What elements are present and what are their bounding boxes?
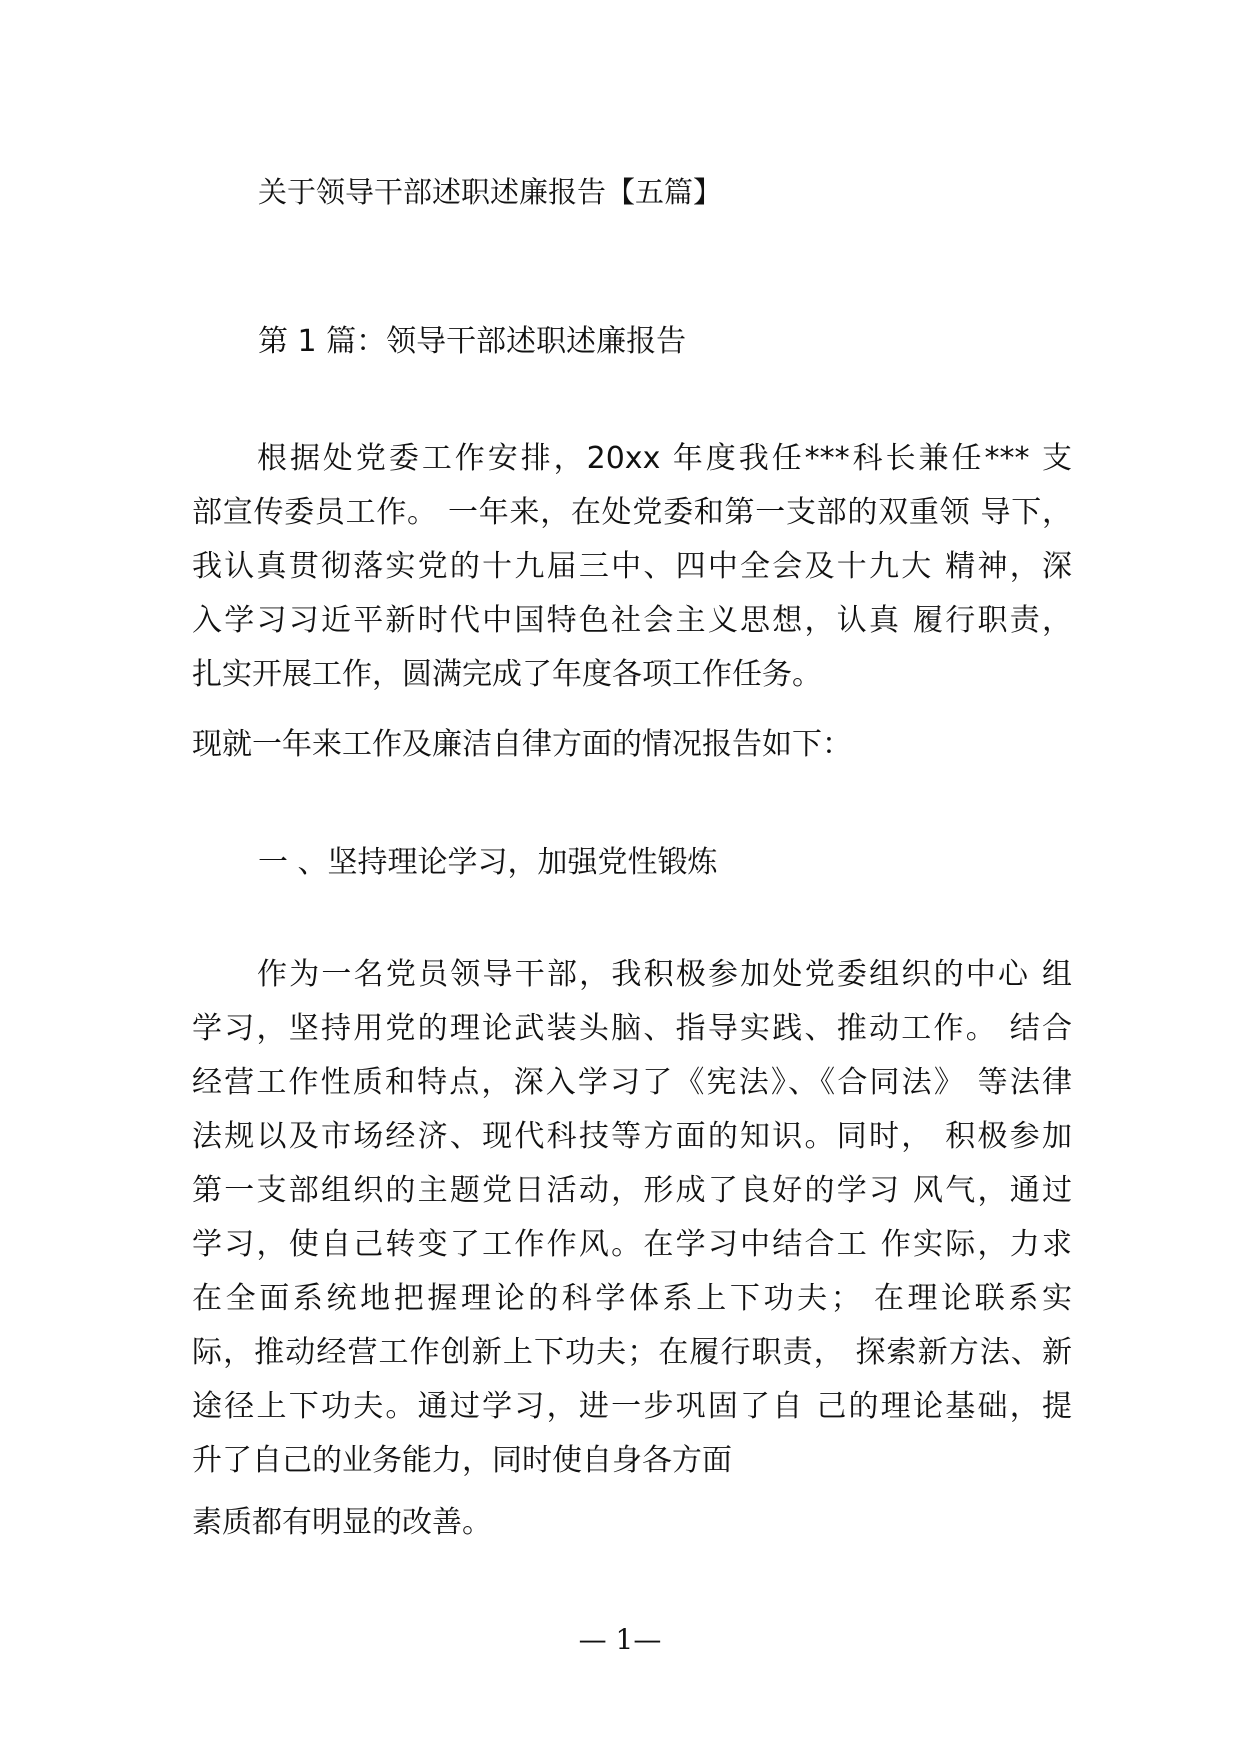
paragraph-line: 经营工作性质和特点，深入学习了《宪法》、《合同法》 等法律	[192, 1065, 1072, 1100]
chapter-subtitle: 第 1 篇：领导干部述职述廉报告	[258, 324, 687, 359]
document-title: 关于领导干部述职述廉报告【五篇】	[258, 175, 723, 209]
section-heading-1: 一 、坚持理论学习，加强党性锻炼	[258, 845, 718, 880]
paragraph-line: 扎实开展工作，圆满完成了年度各项工作任务。	[192, 657, 822, 692]
paragraph-line: 际，推动经营工作创新上下功夫；在履行职责， 探索新方法、新	[192, 1335, 1072, 1370]
paragraph-line: 法规以及市场经济、现代科技等方面的知识。同时， 积极参加	[192, 1119, 1072, 1154]
paragraph-line: 根据处党委工作安排，20xx 年度我任***科长兼任*** 支	[257, 441, 1072, 476]
paragraph-line: 我认真贯彻落实党的十九届三中、四中全会及十九大 精神，深	[192, 549, 1072, 584]
paragraph-line: 学习，坚持用党的理论武装头脑、指导实践、推动工作。 结合	[192, 1011, 1072, 1046]
paragraph-line: 在全面系统地把握理论的科学体系上下功夫； 在理论联系实	[192, 1281, 1072, 1316]
page-number: — 1—	[578, 1623, 662, 1656]
paragraph-line: 途径上下功夫。通过学习，进一步巩固了自 己的理论基础，提	[192, 1389, 1072, 1424]
paragraph-line: 部宣传委员工作。 一年来，在处党委和第一支部的双重领 导下，	[192, 495, 1072, 530]
paragraph-line: 学习，使自己转变了工作作风。在学习中结合工 作实际，力求	[192, 1227, 1072, 1262]
paragraph-section1-tail: 素质都有明显的改善。	[192, 1505, 492, 1540]
paragraph-line: 第一支部组织的主题党日活动，形成了良好的学习 风气，通过	[192, 1173, 1072, 1208]
paragraph-line: 入学习习近平新时代中国特色社会主义思想，认真 履行职责，	[192, 603, 1072, 638]
paragraph-section1	[192, 948, 1072, 1488]
paragraph-intro-tail: 现就一年来工作及廉洁自律方面的情况报告如下：	[192, 727, 852, 762]
paragraph-line: 升了自己的业务能力，同时使自身各方面	[192, 1443, 732, 1478]
paragraph-intro	[192, 432, 1072, 702]
paragraph-line: 作为一名党员领导干部，我积极参加处党委组织的中心 组	[257, 957, 1072, 992]
